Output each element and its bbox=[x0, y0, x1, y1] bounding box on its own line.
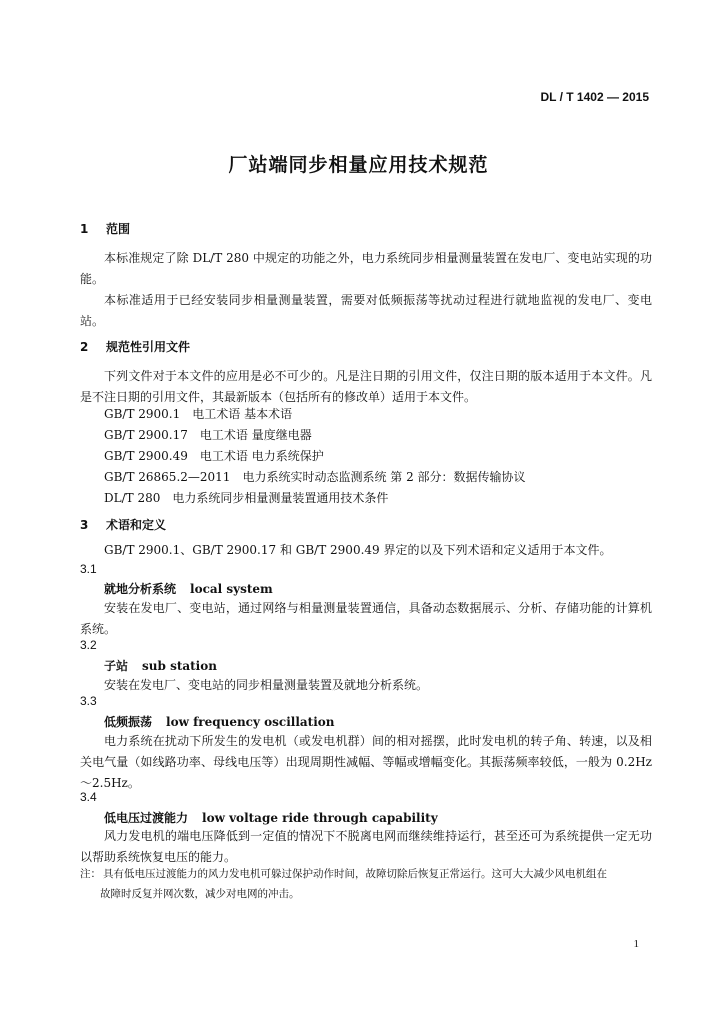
term-en: low voltage ride through capability bbox=[202, 811, 438, 825]
section-2-paragraph-1: 下列文件对于本文件的应用是必不可少的。凡是注日期的引用文件，仅注日期的版本适用于本文件。凡是不注日期的引用文件，其最新版本（包括所有的修改单）适用于本文件。 bbox=[80, 369, 652, 404]
standard-code: DL / T 1402 — 2015 bbox=[540, 90, 649, 104]
note-line bbox=[80, 864, 652, 884]
section-1-heading bbox=[80, 220, 130, 237]
reference-code: GB/T 2900.1 bbox=[104, 407, 181, 421]
term-heading bbox=[104, 713, 334, 730]
term-cn: 低电压过渡能力 bbox=[104, 811, 189, 825]
section-1-title: 范围 bbox=[106, 222, 131, 236]
page-title: 厂站端同步相量应用技术规范 bbox=[228, 154, 489, 176]
reference-title: 电工术语 量度继电器 bbox=[199, 428, 312, 442]
section-2-number: 2 bbox=[80, 340, 89, 354]
clause-number: 3.3 bbox=[80, 694, 97, 708]
reference-item bbox=[104, 489, 400, 506]
reference-title: 电力系统同步相量测量装置通用技术条件 bbox=[172, 491, 389, 505]
term-cn: 就地分析系统 bbox=[104, 582, 177, 596]
note-text-1: 具有低电压过渡能力的风力发电机可躲过保护动作时间，故障切除后恢复正常运行。这可大大减少风电机组在 bbox=[103, 868, 607, 880]
reference-title: 电工术语 电力系统保护 bbox=[199, 449, 324, 463]
note-line: 故障时反复并网次数，减少对电网的冲击。 bbox=[100, 888, 300, 900]
reference-title: 电工术语 基本术语 bbox=[192, 407, 293, 421]
term-en: low frequency oscillation bbox=[166, 715, 335, 729]
section-2-heading bbox=[80, 338, 190, 355]
clause-number: 3.4 bbox=[80, 790, 97, 804]
term-definition: 安装在发电厂、变电站的同步相量测量装置及就地分析系统。 bbox=[104, 678, 429, 692]
term-cn: 子站 bbox=[104, 659, 129, 673]
term-cn: 低频振荡 bbox=[104, 715, 153, 729]
term-definition: 电力系统在扰动下所发生的发电机（或发电机群）间的相对摇摆，此时发电机的转子角、转速，以及相关电气量（如线路功率、母线电压等）出现周期性减幅、等幅或增幅变化。其振荡频率较低，一般为 0.2Hz～2.5Hz。 bbox=[80, 734, 652, 790]
term-definition: 风力发电机的端电压降低到一定值的情况下不脱离电网而继续维持运行，甚至还可为系统提供一定无功以帮助系统恢复电压的能力。 bbox=[80, 829, 652, 864]
section-1-number: 1 bbox=[80, 222, 89, 236]
section-3-number: 3 bbox=[80, 518, 89, 532]
reference-item bbox=[104, 405, 304, 422]
page-number: 1 bbox=[633, 938, 639, 950]
reference-code: DL/T 280 bbox=[104, 491, 161, 505]
reference-item bbox=[104, 468, 538, 485]
term-en: local system bbox=[190, 582, 273, 596]
reference-code: GB/T 2900.17 bbox=[104, 428, 188, 442]
note bbox=[80, 864, 652, 904]
reference-code: GB/T 2900.49 bbox=[104, 449, 188, 463]
term-heading bbox=[104, 580, 273, 597]
section-3-title: 术语和定义 bbox=[106, 518, 167, 532]
term-definition: 安装在发电厂、变电站，通过网络与相量测量装置通信，具备动态数据展示、分析、存储功能的计算机系统。 bbox=[80, 601, 652, 636]
section-3-intro: GB/T 2900.1、GB/T 2900.17 和 GB/T 2900.49 界定的以及下列术语和定义适用于本文件。 bbox=[104, 543, 612, 557]
reference-item bbox=[104, 447, 336, 464]
clause-number: 3.2 bbox=[80, 638, 97, 652]
note-label: 注： bbox=[80, 868, 101, 880]
section-2-title: 规范性引用文件 bbox=[106, 340, 191, 354]
reference-title: 电力系统实时动态监测系统 第 2 部分：数据传输协议 bbox=[242, 470, 526, 484]
term-en: sub station bbox=[142, 659, 217, 673]
reference-item bbox=[104, 426, 324, 443]
section-1-paragraph-2: 本标准适用于已经安装同步相量测量装置，需要对低频振荡等扰动过程进行就地监视的发电厂、变电站。 bbox=[80, 293, 652, 328]
section-1-paragraph-1: 本标准规定了除 DL/T 280 中规定的功能之外，电力系统同步相量测量装置在发电厂、变电站实现的功能。 bbox=[80, 251, 652, 286]
section-3-heading bbox=[80, 516, 166, 533]
reference-code: GB/T 26865.2—2011 bbox=[104, 470, 231, 484]
term-heading bbox=[104, 657, 217, 674]
clause-number: 3.1 bbox=[80, 562, 97, 576]
term-heading bbox=[104, 809, 438, 826]
